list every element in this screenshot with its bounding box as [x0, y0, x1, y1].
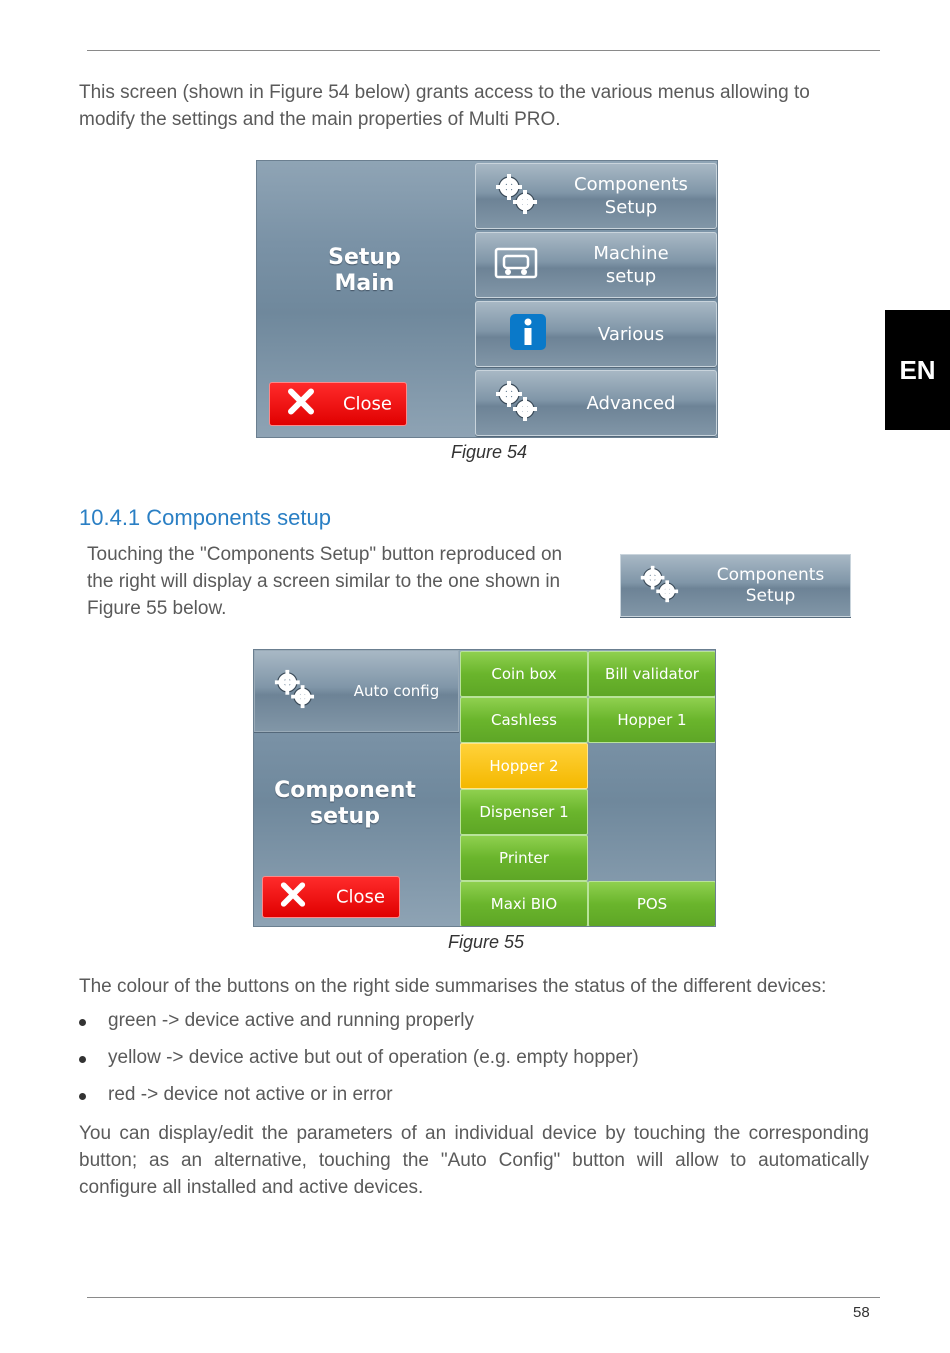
section-heading: 10.4.1 Components setup: [79, 505, 331, 530]
close-icon: [279, 881, 307, 914]
close-icon: [286, 387, 316, 422]
components-setup-button[interactable]: [475, 163, 717, 229]
dispenser-1-button[interactable]: Dispenser 1: [460, 789, 588, 835]
section-paragraph: Touching the "Components Setup" button reproduced on the right will display a screen similar to the one shown in Figure 55 below.: [87, 544, 563, 619]
figure-55-screen: [253, 649, 716, 927]
close-button[interactable]: [269, 382, 407, 426]
machine-setup-label: Machine setup: [593, 243, 669, 287]
close-label: Close: [335, 886, 385, 908]
advanced-button[interactable]: [475, 370, 717, 436]
figure-55-caption: Figure 55: [448, 932, 525, 952]
bullet-text: red -> device not active or in error: [108, 1084, 393, 1105]
close-label: Close: [342, 393, 392, 415]
bullet-dot: [79, 1093, 86, 1100]
bullet-dot: [79, 1056, 86, 1063]
close-button[interactable]: [262, 876, 400, 918]
bullet-text: yellow -> device active but out of operation (e.g. empty hopper): [108, 1047, 639, 1068]
hopper-2-button[interactable]: Hopper 2: [460, 743, 588, 789]
auto-config-button[interactable]: [254, 650, 459, 732]
coin-box-button[interactable]: Coin box: [460, 651, 588, 697]
figure-54-screen: [256, 160, 718, 438]
figure-54-caption: Figure 54: [451, 442, 528, 462]
maxi-bio-button[interactable]: Maxi BIO: [460, 881, 588, 927]
gears-icon: [639, 564, 679, 608]
auto-config-label: Auto config: [353, 681, 440, 700]
bullet-text: green -> device active and running properly: [108, 1010, 474, 1031]
printer-button[interactable]: Printer: [460, 835, 588, 881]
bullet-dot: [79, 1019, 86, 1026]
closing-paragraph: You can display/edit the parameters of an individual device by touching the corresponding button; as an alternative, touching the "Auto Config" button will allow to automatically configure all installed and active devices.: [79, 1123, 869, 1198]
gears-icon: [273, 668, 315, 714]
various-button[interactable]: [475, 301, 717, 367]
page-number: 58: [853, 1304, 870, 1321]
top-rule: [87, 50, 880, 51]
setup-main-title: Setup Main: [328, 245, 401, 296]
info-icon: [510, 314, 546, 354]
machine-setup-button[interactable]: [475, 232, 717, 298]
colour-paragraph: The colour of the buttons on the right side summarises the status of the different devices:: [79, 976, 827, 997]
bottom-rule: [87, 1297, 880, 1298]
gears-icon: [494, 379, 538, 427]
components-setup-button-sample[interactable]: [620, 554, 851, 617]
intro-paragraph: This screen (shown in Figure 54 below) grants access to the various menus allowing to modify the settings and the main properties of Multi PRO.: [79, 82, 810, 130]
advanced-label: Advanced: [586, 392, 676, 414]
language-tab: EN: [885, 310, 950, 430]
component-setup-title: Component setup: [274, 778, 416, 829]
hopper-1-button[interactable]: Hopper 1: [588, 697, 716, 743]
pos-button[interactable]: POS: [588, 881, 716, 927]
gears-icon: [494, 172, 538, 220]
components-setup-label: Components Setup: [574, 174, 688, 218]
cashless-button[interactable]: Cashless: [460, 697, 588, 743]
various-label: Various: [597, 323, 665, 345]
bill-validator-button[interactable]: Bill validator: [588, 651, 716, 697]
car-wash-icon: [494, 246, 538, 284]
components-setup-sample-label: Components Setup: [716, 564, 825, 606]
